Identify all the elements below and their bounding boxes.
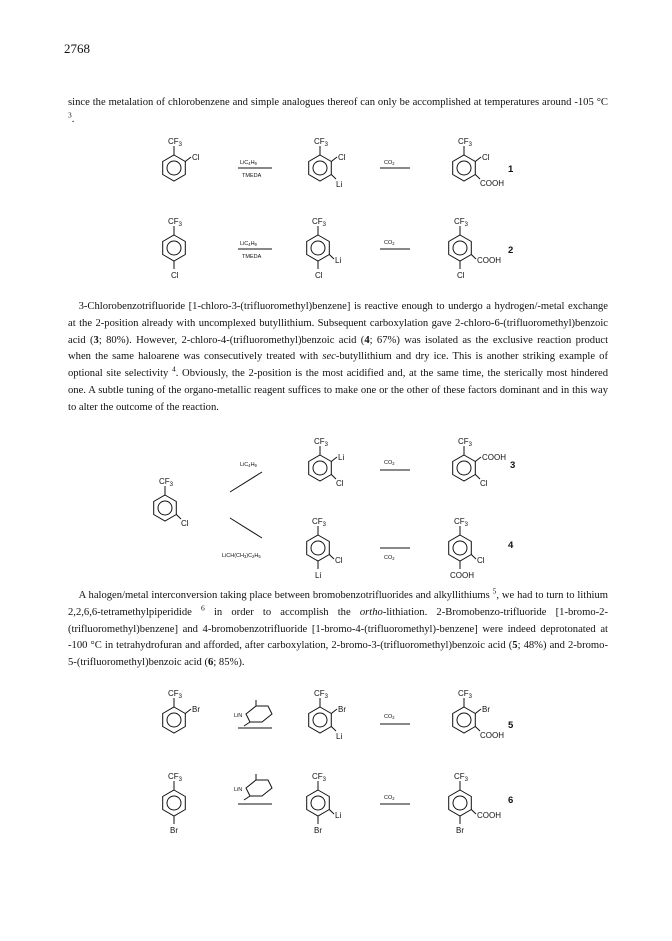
cf3-label: CF3 — [168, 772, 183, 783]
scheme-6 — [0, 770, 672, 845]
cf3-label: CF3 — [314, 137, 329, 148]
cf3-label: CF3 — [168, 137, 183, 148]
cooh-label: COOH — [482, 453, 506, 462]
page-number: 2768 — [64, 41, 90, 56]
compound-number: 6 — [508, 795, 514, 806]
li-label: Li — [336, 180, 343, 189]
cf3-label: CF3 — [454, 217, 469, 228]
scheme-1 — [0, 128, 672, 198]
cl-label: Cl — [181, 519, 189, 528]
cf3-label: CF3 — [454, 772, 469, 783]
cl-label: Cl — [315, 271, 323, 280]
compound-number: 1 — [508, 164, 514, 175]
reagent-co2: CO2 — [384, 714, 395, 720]
li-label: Li — [315, 571, 322, 580]
cf3-label: CF3 — [159, 477, 174, 488]
cf3-label: CF3 — [454, 517, 469, 528]
cooh-label: COOH — [480, 731, 504, 740]
reagent-co2: CO2 — [384, 795, 395, 801]
cl-label: Cl — [457, 271, 465, 280]
cf3-label: CF3 — [314, 689, 329, 700]
paragraph-2: 3-Chlorobenzotrifluoride [1-chloro-3-(trifluoromethyl)benzene] is reactive enough to undergo a hydrogen/-metal exchange at the 2-position already with uncomplexed butyllithium. Subsequent carboxylation gave 2-chloro-6-(trifluoromethyl)benzoic acid (3; 80%). However, 2-chloro-4-(trifluoromethyl)benzoic acid (4; 67%) was isolated as the exclusive reaction product when the same haloarene was consecutively treated with sec-butyllithium and dry ice. This is another striking example of optional site selectivity $^4$. Obviously, the 2-position is the most acidified and, at the same time, the sterically most hindered one. A subtle tuning of the organo-metallic reagent suffices to make one or the other of these factors dominant and in this way to alter the outcome of the reaction. — [68, 301, 609, 413]
reaction-arrow — [230, 472, 262, 492]
cl-label: Cl — [482, 153, 490, 162]
cl-label: Cl — [171, 271, 179, 280]
svg-text:LiN: LiN — [234, 787, 243, 793]
reagent-tmeda: TMEDA — [242, 254, 262, 260]
cf3-label: CF3 — [312, 217, 327, 228]
lithium-tmp-reagent — [234, 774, 272, 800]
reagent-co2: CO2 — [384, 160, 395, 166]
cl-label: Cl — [192, 153, 200, 162]
svg-text:LiN: LiN — [234, 713, 243, 719]
br-label: Br — [170, 826, 178, 835]
br-label: Br — [314, 826, 322, 835]
compound-number: 3 — [510, 460, 516, 471]
reagent-tmeda: TMEDA — [242, 173, 262, 179]
cooh-label: COOH — [450, 571, 474, 580]
reagent-sec-buli: LiCH(CH3)C2H5 — [222, 553, 261, 559]
reagent-co2: CO2 — [384, 460, 395, 466]
cl-label: Cl — [477, 556, 485, 565]
reagent-buli: LiC4H9 — [240, 241, 257, 247]
reaction-arrow — [230, 518, 262, 538]
compound-number: 5 — [508, 720, 514, 731]
cooh-label: COOH — [480, 179, 504, 188]
cl-label: Cl — [480, 479, 488, 488]
paragraph-3: A halogen/metal interconversion taking place between bromobenzotrifluorides and alkyllithiums $^5$, we had to turn to lithium 2,2,6,6-tetramethylpiperidide $^6$ in order to accomplish the ortho-lithiation. 2-Bromobenzo-trifluoride [1-bromo-2-(trifluoromethyl)benzene] and 4-bromobenzotrifluoride [1-bromo-4-(trifluoromethyl)-benzene] were indeed deprotonated at -100 °C in tetrahydrofuran and afforded, after carboxylation, 2-bromo-3-(trifluoromethyl)benzoic acid (5; 48%) and 2-bromo-5-(trifluoromethyl)benzoic acid (6; 85%). — [68, 586, 608, 669]
cf3-label: CF3 — [314, 437, 329, 448]
reagent-buli: LiC4H9 — [240, 160, 257, 166]
cl-label: Cl — [338, 153, 346, 162]
cl-label: Cl — [336, 479, 344, 488]
cooh-label: COOH — [477, 256, 501, 265]
scheme-5 — [0, 686, 672, 756]
paragraph-1: since the metalation of chlorobenzene and simple analogues thereof can only be accomplished at temperatures around -105 °C $^3$. — [68, 97, 608, 125]
cf3-label: CF3 — [168, 217, 183, 228]
li-label: Li — [335, 811, 342, 820]
reagent-buli: LiC4H9 — [240, 462, 257, 468]
cl-label: Cl — [335, 556, 343, 565]
cf3-label: CF3 — [458, 437, 473, 448]
cf3-label: CF3 — [458, 689, 473, 700]
compound-number: 2 — [508, 245, 514, 256]
cooh-label: COOH — [477, 811, 501, 820]
compound-number: 4 — [508, 540, 514, 551]
lithium-tmp-reagent — [234, 700, 272, 726]
br-label: Br — [482, 705, 490, 714]
li-label: Li — [336, 732, 343, 741]
scheme-3-4 — [0, 430, 672, 588]
scheme-2 — [0, 215, 672, 290]
cf3-label: CF3 — [168, 689, 183, 700]
cf3-label: CF3 — [458, 137, 473, 148]
br-label: Br — [338, 705, 346, 714]
reagent-co2: CO2 — [384, 555, 395, 561]
li-label: Li — [335, 256, 342, 265]
reagent-co2: CO2 — [384, 240, 395, 246]
br-label: Br — [456, 826, 464, 835]
br-label: Br — [192, 705, 200, 714]
cf3-label: CF3 — [312, 517, 327, 528]
li-label: Li — [338, 453, 345, 462]
cf3-label: CF3 — [312, 772, 327, 783]
